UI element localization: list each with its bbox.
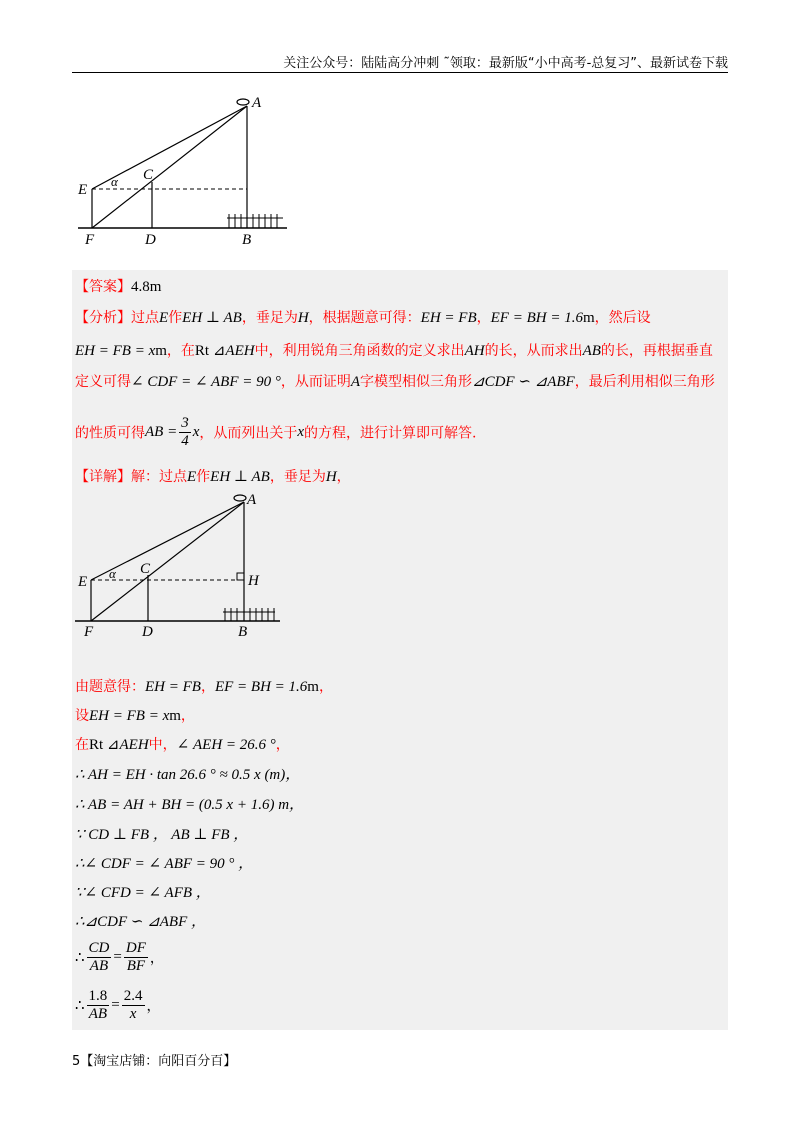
page-footer: 5【淘宝店铺：向阳百分百】: [72, 1054, 237, 1069]
detail-step-8: ∵∠ CFD = ∠ AFB ，: [75, 885, 211, 901]
label-H: H: [248, 573, 259, 589]
figure-2: [75, 490, 295, 640]
detail-step-11: ∴ $\frac{1.8}{AB}$ = $\frac{2.4}{x}$ ，: [75, 988, 161, 1022]
detail-step-1: 由题意得：EH = FB，EF = BH = 1.6m，: [75, 679, 333, 695]
label-C: C: [140, 561, 151, 577]
detail-intro: 【详解】解：过点E作EH ⊥ AB，垂足为H，: [75, 469, 351, 485]
detail-step-9: ∴⊿CDF ∽ ⊿ABF ，: [75, 914, 206, 930]
label-E: E: [78, 182, 88, 198]
detail-step-4: ∴ AH = EH · tan 26.6 ° ≈ 0.5 x (m)，: [75, 767, 301, 783]
label-alpha: α: [109, 566, 116, 581]
detail-step-6: ∵ CD ⊥ FB ， AB ⊥ FB ，: [75, 827, 249, 843]
label-E: E: [78, 574, 88, 590]
label-C: C: [143, 167, 154, 183]
label-F: F: [85, 232, 95, 248]
analysis-line-1: 【分析】过点E作EH ⊥ AB，垂足为H，根据题意可得：EH = FB，EF = BH = 1.6m，然后设: [75, 310, 651, 326]
label-A: A: [247, 492, 257, 508]
detail-step-2: 设EH = FB = xm，: [75, 708, 195, 724]
figure-1: [75, 92, 295, 252]
label-B: B: [238, 624, 248, 640]
header-rule: [72, 72, 728, 73]
label-D: D: [145, 232, 156, 248]
label-F: F: [84, 624, 94, 640]
label-A: A: [252, 95, 262, 111]
answer-line: 【答案】4.8m: [75, 279, 162, 295]
label-B: B: [242, 232, 252, 248]
label-D: D: [142, 624, 153, 640]
detail-step-10: ∴ $\frac{CD}{AB}$ = $\frac{DF}{BF}$ ，: [75, 940, 164, 974]
detail-step-5: ∴ AB = AH + BH = (0.5 x + 1.6) m，: [75, 797, 305, 813]
analysis-line-2: EH = FB = xm，在Rt ⊿AEH中，利用锐角三角函数的定义求出AH的长，从而求出AB的长，再根据垂直: [75, 343, 713, 359]
detail-step-7: ∴∠ CDF = ∠ ABF = 90 ° ，: [75, 856, 254, 872]
page-header: 关注公众号：陆陆高分冲刺 ˜领取：最新版“小中高考-总复习”、最新试卷下载: [283, 56, 728, 71]
analysis-line-3: 定义可得∠ CDF = ∠ ABF = 90 °，从而证明A字模型相似三角形⊿CDF ∽ ⊿ABF，最后利用相似三角形: [75, 374, 715, 390]
label-alpha: α: [111, 174, 118, 189]
detail-step-3: 在Rt ⊿AEH中，∠ AEH = 26.6 °，: [75, 737, 290, 753]
analysis-line-4: 的性质可得AB = $\frac{3}{4}$ x，从而列出关于x的方程，进行计算即可解答.: [75, 415, 477, 449]
